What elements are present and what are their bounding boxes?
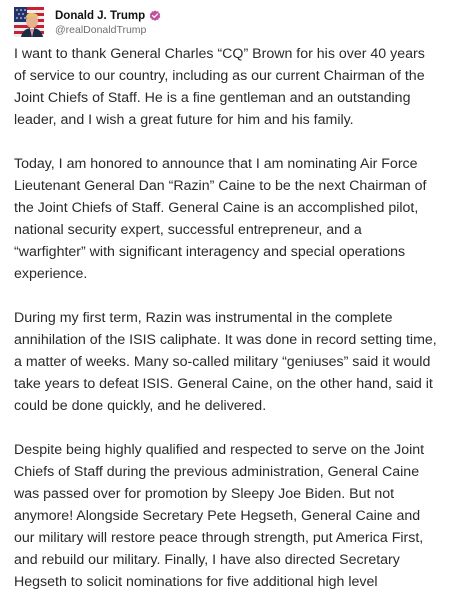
paragraph-line: anymore! Alongside Secretary Pete Hegseth, General Caine and (14, 508, 421, 524)
avatar-flag-portrait-icon (14, 7, 44, 37)
paragraph-line: experience. (14, 266, 88, 282)
post-paragraph-1 (14, 43, 450, 131)
author-names (55, 8, 161, 36)
paragraph-line: and rebuild our military. Finally, I have also directed Secretary (14, 552, 400, 568)
paragraph-line: a matter of weeks. Many so-called military “geniuses” said it would (14, 354, 431, 370)
paragraph-line: could be done quickly, and he delivered. (14, 398, 267, 414)
paragraph-line: Lieutenant General Dan “Razin” Caine to be the next Chairman of (14, 178, 427, 194)
post-header (14, 4, 161, 40)
author-avatar[interactable] (14, 7, 44, 37)
paragraph-line: leader, and I wish a great future for him and his family. (14, 112, 354, 128)
post-paragraph-3 (14, 307, 450, 417)
display-name-row (55, 8, 161, 23)
paragraph-line: Chiefs of Staff during the previous administration, General Caine (14, 464, 420, 480)
paragraph-line: Hegseth to solicit nominations for five additional high level (14, 574, 378, 590)
author-handle[interactable]: @realDonaldTrump (55, 24, 147, 36)
paragraph-line: national security expert, successful entrepreneur, and a (14, 222, 362, 238)
paragraph-line: Joint Chiefs of Staff. He is a fine gentleman and an outstanding (14, 90, 411, 106)
paragraph-line: Despite being highly qualified and respected to serve on the Joint (14, 442, 425, 458)
post-body (14, 43, 450, 615)
paragraph-line: of service to our country, including as our current Chairman of the (14, 68, 425, 84)
paragraph-line: annihilation of the ISIS caliphate. It was done in record setting time, (14, 332, 437, 348)
paragraph-line: take years to defeat ISIS. General Caine, on the other hand, said it (14, 376, 433, 392)
post-paragraph-4 (14, 439, 450, 593)
paragraph-line: “warfighter” with significant interagency and special operations (14, 244, 406, 260)
paragraph-line: Today, I am honored to announce that I am nominating Air Force (14, 156, 418, 172)
paragraph-line: our military will restore peace through strength, put America First, (14, 530, 424, 546)
paragraph-line: was passed over for promotion by Sleepy Joe Biden. But not (14, 486, 395, 502)
paragraph-line: I want to thank General Charles “CQ” Brown for his over 40 years (14, 46, 425, 62)
author-display-name[interactable]: Donald J. Trump (55, 9, 146, 22)
paragraph-line: the Joint Chiefs of Staff. General Caine is an accomplished pilot, (14, 200, 419, 216)
paragraph-line: During my first term, Razin was instrumental in the complete (14, 310, 393, 326)
verified-badge-icon (149, 10, 161, 22)
post-paragraph-2 (14, 153, 450, 285)
